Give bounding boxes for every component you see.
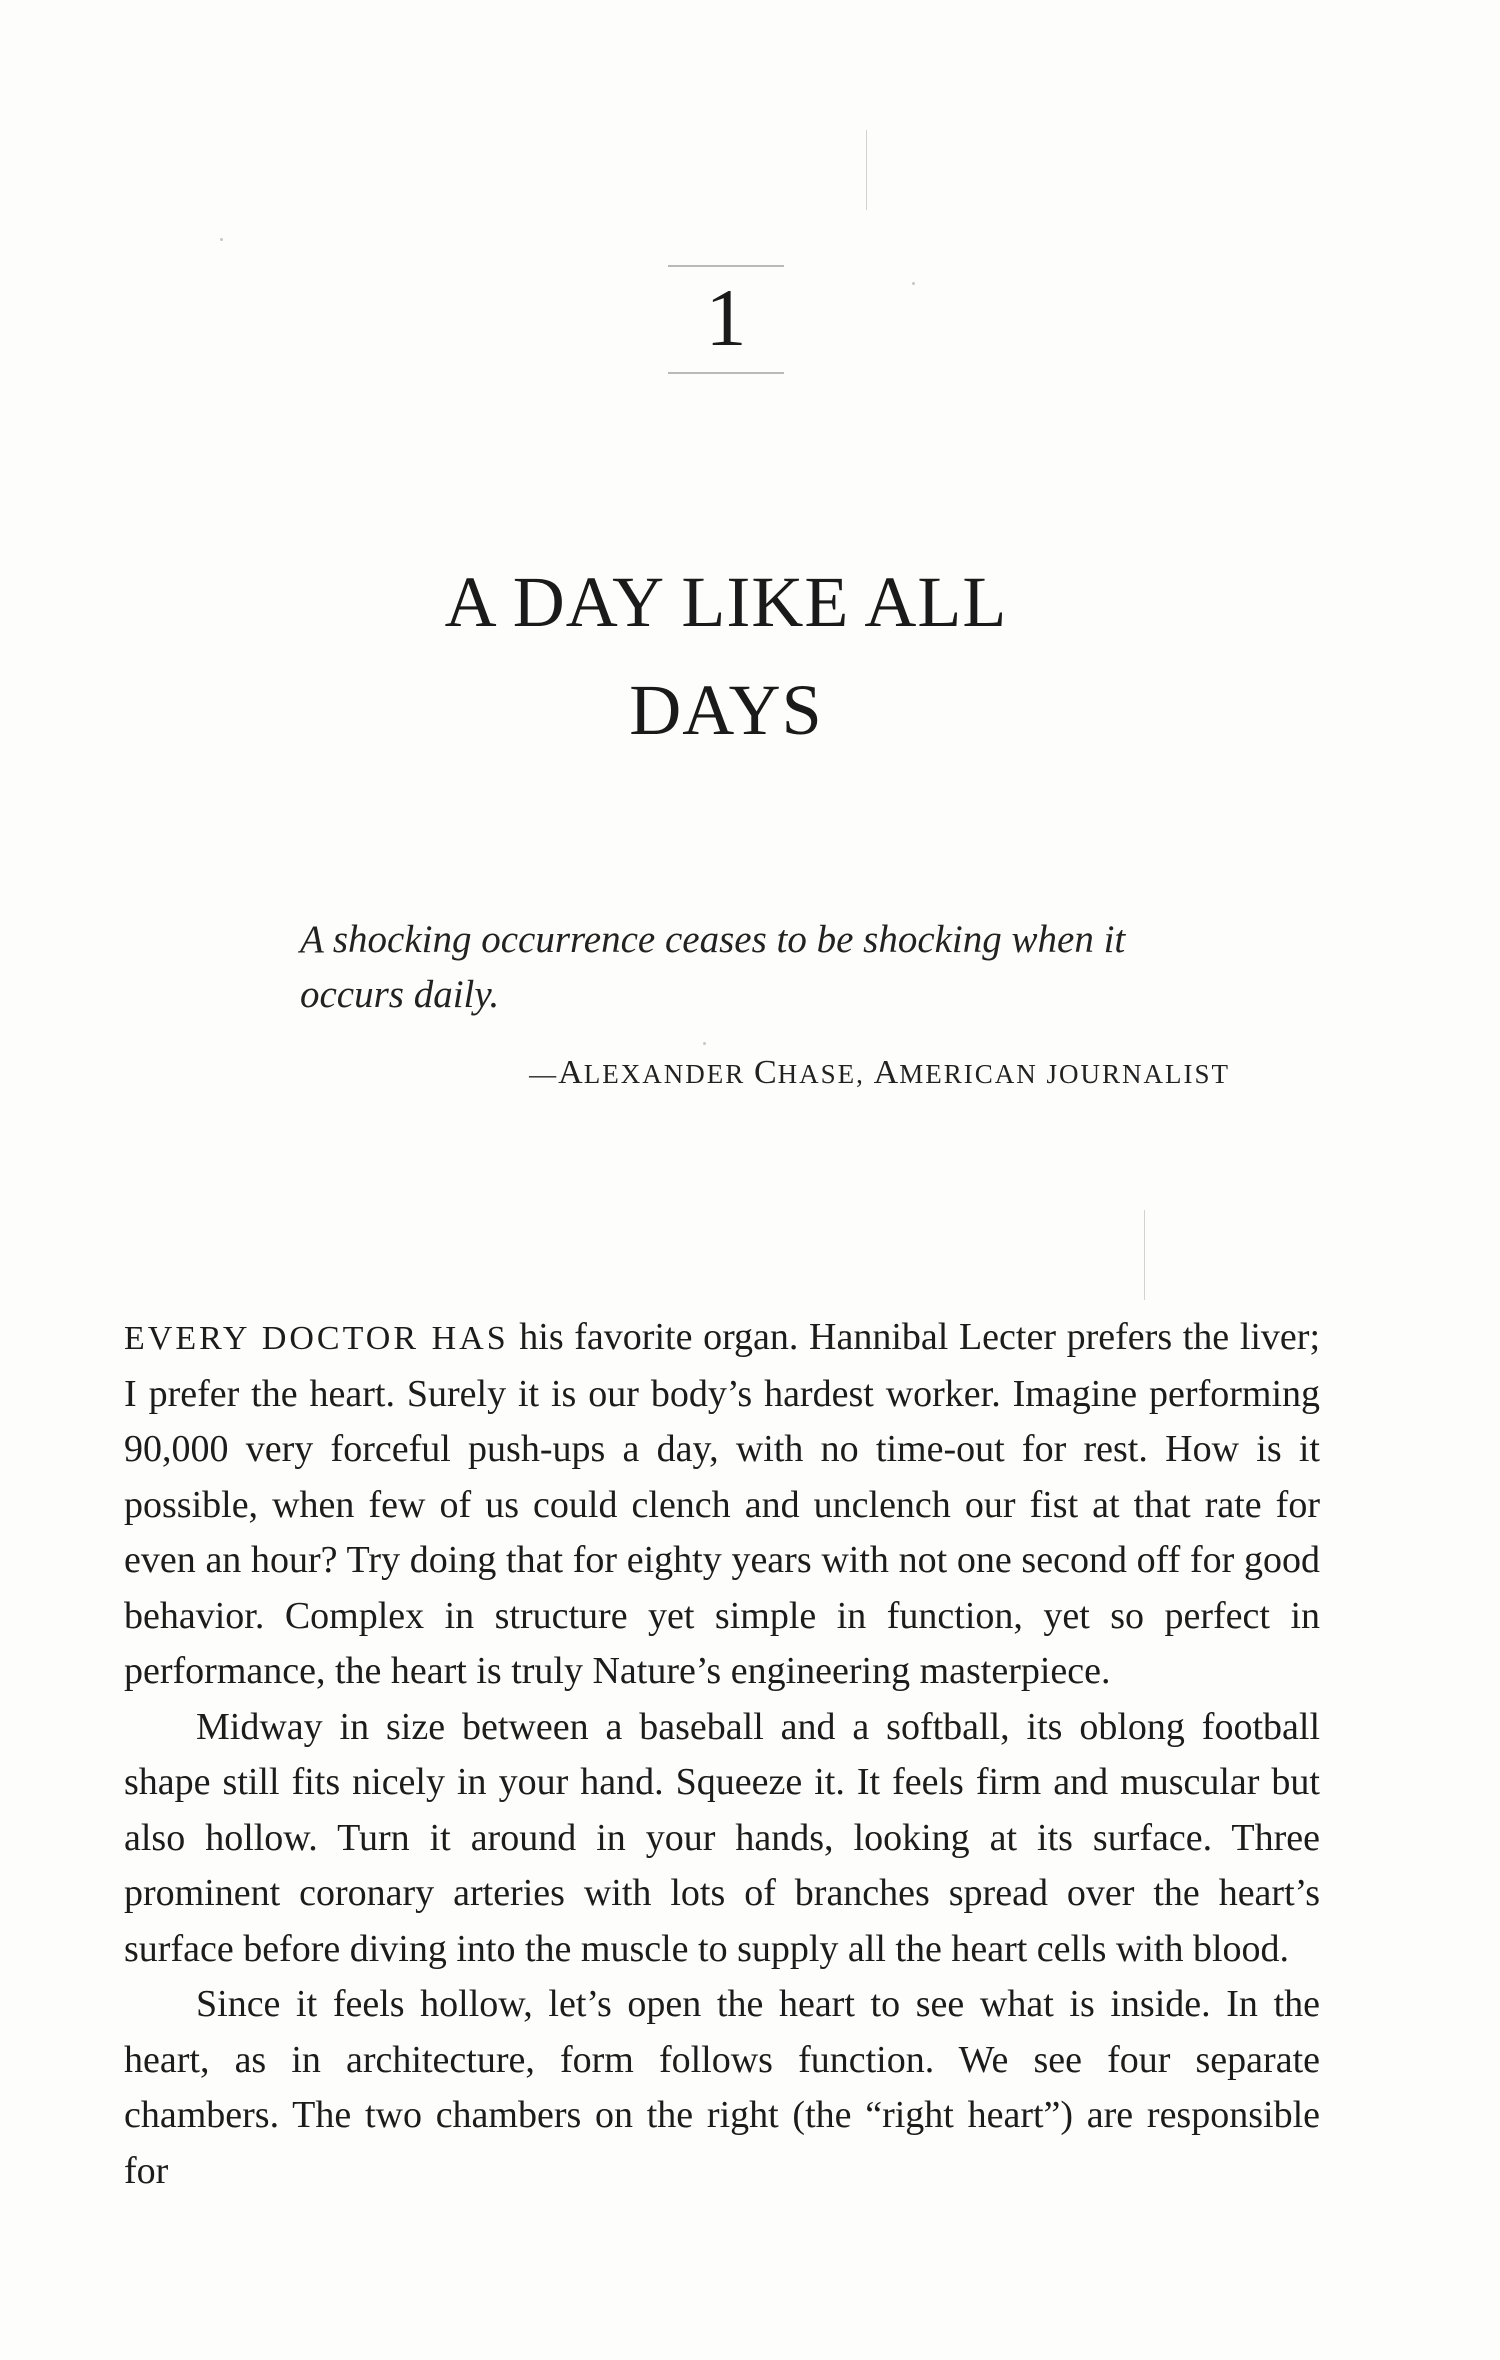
paragraph-1-text: his favorite organ. Hannibal Lecter prefers the liver; I prefer the heart. Surely it is our body’s hardest worker. Imagine performing 90,000 very forceful push-ups a day, with no time-out for rest. How is it possible, when few of us could clench and unclench our fist at that rate for even an hour? Try doing that for eighty years with not one second off for good behavior. Complex in structure yet simple in function, yet so perfect in performance, the heart is truly Nature’s engineering masterpiece. xyxy=(124,1316,1321,1692)
body-text xyxy=(124,1310,1320,2199)
chapter-rule-top xyxy=(668,265,784,267)
author-initial: A xyxy=(558,1054,584,1091)
attribution-dash: — xyxy=(529,1059,559,1089)
chapter-number: 1 xyxy=(705,272,747,363)
chapter-rule-bottom xyxy=(668,372,784,374)
scan-speck xyxy=(220,238,223,241)
author-last-name: HASE, xyxy=(777,1059,865,1089)
author-role: MERICAN JOURNALIST xyxy=(899,1059,1230,1089)
author-last-initial: C xyxy=(753,1054,778,1091)
paragraph-1 xyxy=(124,1310,1320,1700)
lead-in: EVERY DOCTOR HAS xyxy=(124,1320,509,1357)
chapter-title-line-1: A DAY LIKE ALL xyxy=(444,562,1008,642)
scan-mark xyxy=(866,130,867,210)
chapter-title xyxy=(0,548,1452,764)
scan-speck xyxy=(703,1042,706,1045)
paragraph-2: Midway in size between a baseball and a softball, its oblong football shape still fits nicely in your hand. Squeeze it. It feels firm and muscular but also hollow. Turn it around in your hands, looking at its surface. Three prominent coronary arteries with lots of branches spread over the heart’s surface before diving into the muscle to supply all the heart cells with blood. xyxy=(124,1705,1320,1970)
chapter-title-line-2: DAYS xyxy=(629,670,823,750)
paragraph-3: Since it feels hollow, let’s open the heart to see what is inside. In the heart, as in architecture, form follows function. We see four separate chambers. The two chambers on the right (the “right heart”) are responsible for xyxy=(124,1983,1320,2192)
epigraph-attribution xyxy=(300,1054,1230,1092)
author-first-name: LEXANDER xyxy=(583,1059,746,1089)
role-initial: A xyxy=(873,1054,900,1091)
scan-mark xyxy=(1144,1210,1145,1300)
epigraph-quote: A shocking occurrence ceases to be shocking when it occurs daily. xyxy=(300,918,1126,1016)
